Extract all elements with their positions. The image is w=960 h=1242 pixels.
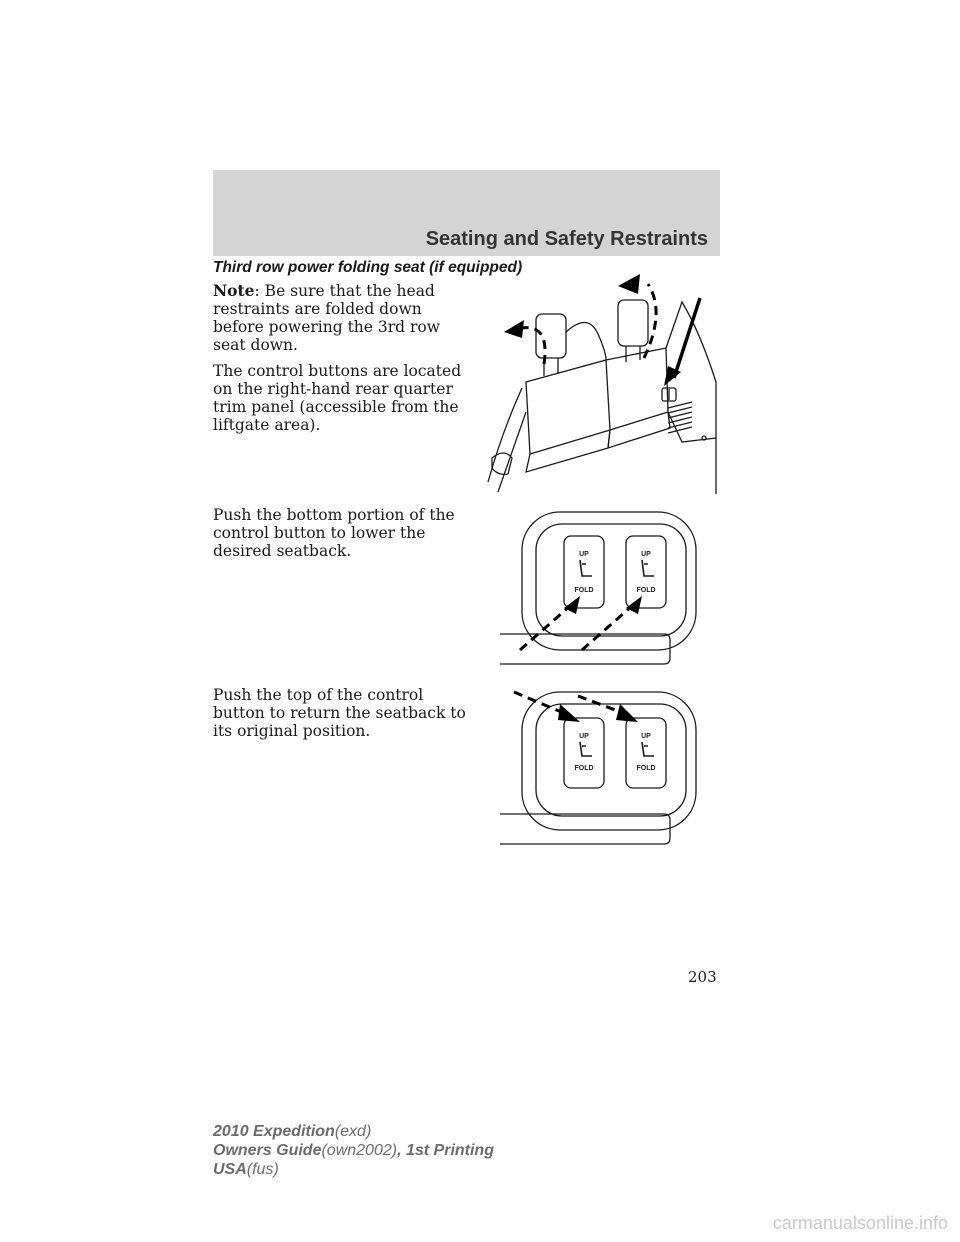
- footer-line-2: Owners Guide(own2002), 1st Printing: [213, 1142, 494, 1159]
- right-up-label: UP: [641, 551, 651, 558]
- left-up-label: UP: [579, 551, 589, 558]
- left-seat-button[interactable]: [564, 718, 604, 788]
- section-heading: Third row power folding seat (if equipped): [213, 259, 523, 276]
- raise-control-illustration: [500, 688, 700, 848]
- right-fold-label: FOLD: [636, 587, 656, 594]
- note-paragraph: [213, 282, 471, 354]
- lower-control-illustration: [500, 510, 700, 668]
- left-push-arrowhead: [564, 596, 580, 614]
- text-block-raise: [213, 686, 471, 740]
- section-header-title: Seating and Safety Restraints: [425, 228, 708, 250]
- left-seatback: [526, 360, 610, 454]
- right-head-restraint: [618, 300, 648, 346]
- left-seat-button[interactable]: [564, 536, 604, 608]
- right-seatback: [606, 348, 668, 430]
- location-paragraph: The control buttons are located on the right-hand rear quarter trim panel (accessible from the liftgate area).: [213, 362, 462, 434]
- left-seat-icon: [580, 560, 592, 576]
- right-seat-icon: [642, 742, 654, 756]
- left-seat-icon: [580, 742, 592, 756]
- push-top-arrows: [514, 692, 626, 714]
- footer-imprint: [213, 1122, 494, 1179]
- inner-bezel: [536, 704, 686, 816]
- left-up-label: UP: [579, 733, 589, 740]
- section-header-band: [213, 170, 720, 256]
- vent-grille: [668, 402, 692, 433]
- right-up-label: UP: [641, 733, 651, 740]
- footer-line-1: 2010 Expedition(exd): [213, 1123, 372, 1140]
- footer-line-3: USA(fus): [213, 1161, 279, 1178]
- text-block-intro: [213, 282, 471, 434]
- left-fold-label: FOLD: [574, 587, 594, 594]
- lower-paragraph: Push the bottom portion of the control button to lower the desired seatback.: [213, 506, 455, 560]
- outer-bezel: [522, 512, 696, 650]
- text-block-lower: [213, 506, 471, 560]
- right-fold-arrowhead: [618, 274, 640, 294]
- page-number: 203: [688, 968, 717, 986]
- raise-paragraph: Push the top of the control button to return the seatback to its original position.: [213, 686, 466, 740]
- third-row-seat-illustration: [478, 262, 722, 494]
- left-push-arrowhead: [558, 704, 580, 722]
- left-head-restraint: [536, 314, 566, 358]
- note-label: Note: [213, 281, 255, 300]
- watermark: carmanualsonline.info: [772, 1213, 948, 1233]
- right-seat-button[interactable]: [626, 536, 666, 608]
- right-seat-base: [608, 412, 670, 448]
- note-text: : Be sure that the head restraints are folded down before powering the 3rd row seat down.: [213, 282, 441, 354]
- inner-bezel: [536, 524, 686, 636]
- right-seat-button[interactable]: [626, 718, 666, 788]
- left-fold-label: FOLD: [574, 765, 594, 772]
- right-fold-label: FOLD: [636, 765, 656, 772]
- trim-edge: [500, 814, 670, 844]
- outer-bezel: [522, 692, 696, 830]
- right-push-arrowhead: [616, 704, 638, 722]
- right-seat-icon: [642, 560, 654, 576]
- right-push-arrowhead: [626, 596, 642, 614]
- left-fold-arrowhead: [504, 320, 524, 338]
